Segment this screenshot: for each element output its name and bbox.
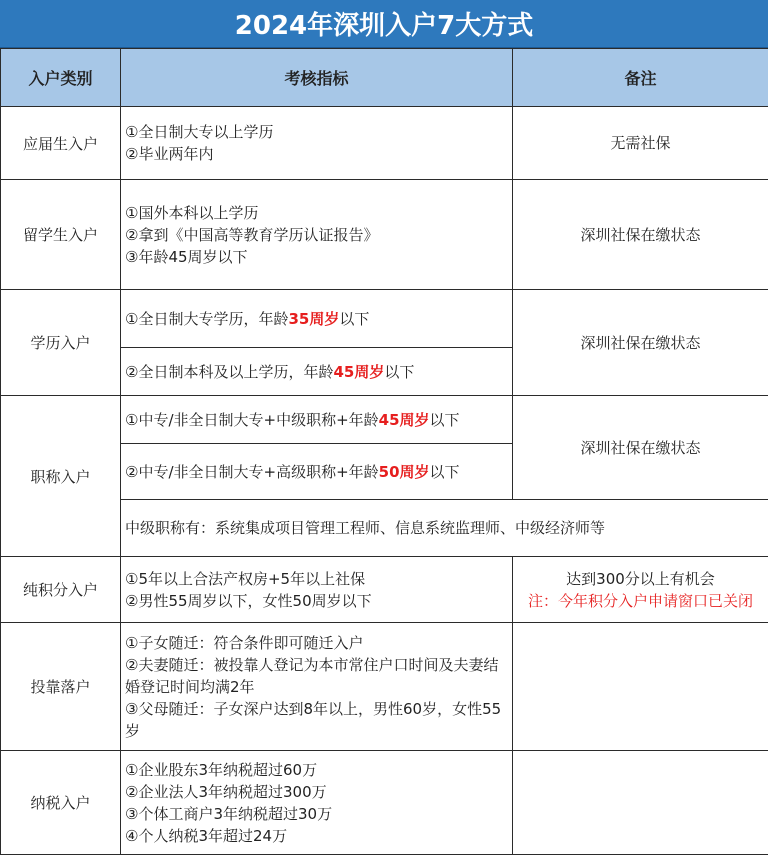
indicator-line: ④个人纳税3年超过24万 — [125, 826, 288, 845]
indicator-text: ②全日制本科及以上学历，年龄 — [125, 362, 334, 381]
category-cell: 纯积分入户 — [1, 557, 121, 623]
note-cell — [513, 751, 768, 855]
table-row — [1, 290, 768, 348]
age-highlight: 35周岁 — [288, 309, 340, 328]
indicator-line: ①国外本科以上学历 — [125, 203, 259, 222]
table-row — [1, 751, 768, 855]
table-row — [1, 557, 768, 623]
indicator-line: ②拿到《中国高等教育学历认证报告》 — [125, 225, 379, 244]
age-highlight: 45周岁 — [378, 410, 430, 429]
category-cell: 投靠落户 — [1, 623, 121, 751]
age-highlight: 45周岁 — [333, 362, 385, 381]
indicator-line: ③父母随迁：子女深户达到8年以上，男性60岁，女性55岁 — [125, 699, 502, 740]
note-cell — [513, 623, 768, 751]
indicator-cell — [121, 107, 513, 180]
indicator-line: ①5年以上合法产权房+5年以上社保 — [125, 569, 366, 588]
table-row — [1, 107, 768, 180]
indicator-line: ③年龄45周岁以下 — [125, 247, 248, 266]
category-cell: 应届生入户 — [1, 107, 121, 180]
header-category: 入户类别 — [1, 49, 121, 107]
note-cell — [513, 557, 768, 623]
warning-note: 注：今年积分入户申请窗口已关闭 — [527, 591, 753, 610]
indicator-cell — [121, 557, 513, 623]
indicator-line: ①子女随迁：符合条件即可随迁入户 — [125, 633, 364, 652]
indicator-text: 以下 — [339, 309, 370, 328]
header-notes: 备注 — [513, 49, 768, 107]
page-title: 2024年深圳入户7大方式 — [0, 0, 768, 48]
indicator-line: ②夫妻随迁：被投靠人登记为本市常住户口时间及夫妻结婚登记时间均满2年 — [125, 655, 499, 696]
table-row — [1, 180, 768, 290]
table-row — [1, 396, 768, 444]
indicator-cell — [121, 623, 513, 751]
table-header-row — [1, 49, 768, 107]
indicator-line: ①企业股东3年纳税超过60万 — [125, 760, 318, 779]
indicator-cell — [121, 396, 513, 444]
indicator-cell — [121, 180, 513, 290]
indicator-line: ②毕业两年内 — [125, 145, 214, 163]
table-row — [1, 623, 768, 751]
indicator-text: ②中专/非全日制大专+高级职称+年龄 — [125, 462, 379, 481]
category-cell: 学历入户 — [1, 290, 121, 396]
indicator-line: ③个体工商户3年纳税超过30万 — [125, 804, 333, 823]
indicator-cell — [121, 751, 513, 855]
note-cell: 深圳社保在缴状态 — [513, 180, 768, 290]
title-list-cell: 中级职称有：系统集成项目管理工程师、信息系统监理师、中级经济师等 — [121, 500, 768, 557]
indicator-text: ①中专/非全日制大专+中级职称+年龄 — [125, 410, 379, 429]
indicator-cell — [121, 444, 513, 500]
category-cell: 纳税入户 — [1, 751, 121, 855]
note-cell: 深圳社保在缴状态 — [513, 290, 768, 396]
note-line: 达到300分以上有机会 — [566, 569, 715, 588]
indicator-text: 以下 — [384, 362, 415, 381]
note-cell: 无需社保 — [513, 107, 768, 180]
category-cell: 留学生入户 — [1, 180, 121, 290]
indicator-cell — [121, 290, 513, 348]
indicator-line: ①全日制大专以上学历 — [125, 123, 274, 141]
indicator-text: ①全日制大专学历，年龄 — [125, 309, 289, 328]
indicator-cell — [121, 348, 513, 396]
category-cell: 职称入户 — [1, 396, 121, 557]
indicator-text: 以下 — [429, 462, 460, 481]
indicator-line: ②企业法人3年纳税超过300万 — [125, 782, 327, 801]
indicator-line: ②男性55周岁以下，女性50周岁以下 — [125, 591, 372, 610]
household-registration-table — [0, 48, 768, 855]
indicator-text: 以下 — [429, 410, 460, 429]
age-highlight: 50周岁 — [378, 462, 430, 481]
header-indicators: 考核指标 — [121, 49, 513, 107]
note-cell: 深圳社保在缴状态 — [513, 396, 768, 500]
